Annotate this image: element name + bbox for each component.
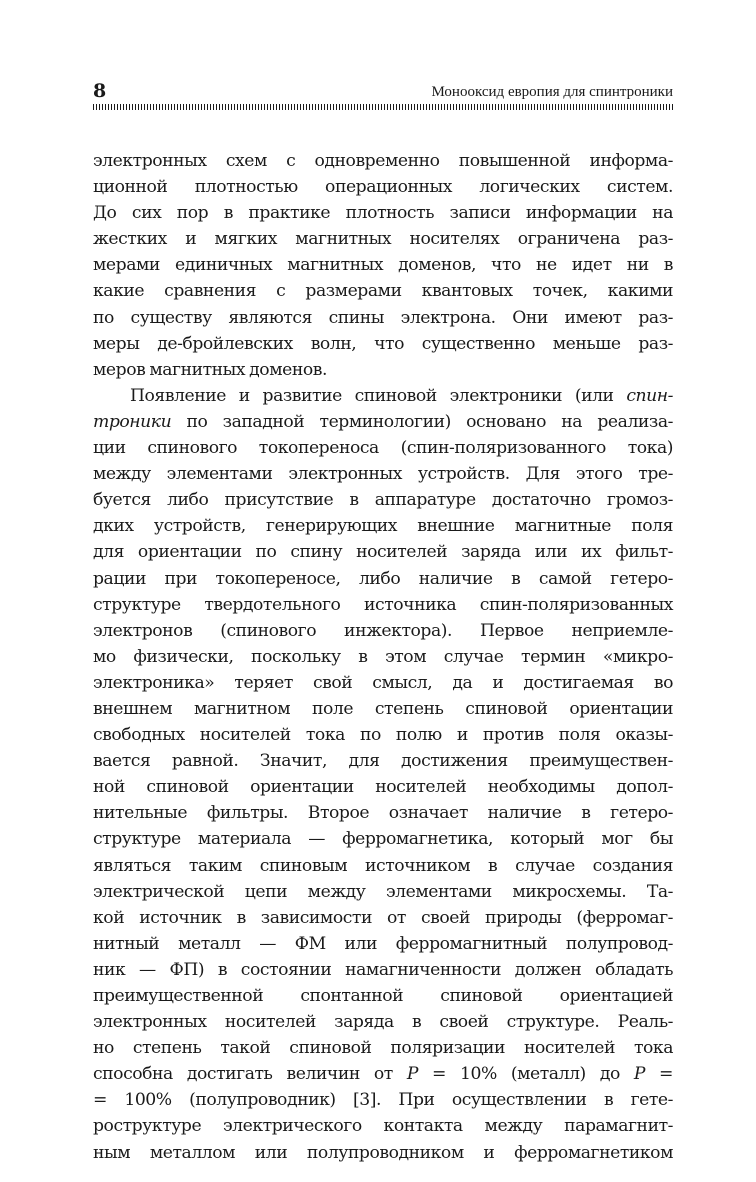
text-line: по существу являются спины электрона. Они имеют раз- <box>93 307 673 328</box>
text-line: буется либо присутствие в аппаратуре достаточно громоз- <box>93 490 673 511</box>
text-line: электронных схем с одновременно повышенной информа- <box>93 151 673 171</box>
paragraph-2 <box>93 383 673 1166</box>
italic-term: троники <box>93 411 172 432</box>
text-line: = 100% (полупроводник) [3]. При осуществлении в гете- <box>93 1090 673 1111</box>
text-line: электронов (спинового инжектора). Первое неприемле- <box>93 620 673 641</box>
text-line: дких устройств, генерирующих внешние магнитные поля <box>93 516 673 537</box>
text-line: рации при токопереносе, либо наличие в самой гетеро- <box>93 568 673 589</box>
text-run: = 10% (металл) до <box>417 1064 634 1085</box>
text-line: меры де-бройлевских волн, что существенно меньше раз- <box>93 333 673 354</box>
text-line: являться таким спиновым источником в случае создания <box>93 855 673 876</box>
text-line: роструктуре электрического контакта между парамагнит- <box>93 1116 673 1137</box>
text-line: ник — ФП) в состоянии намагниченности должен обладать <box>93 959 673 980</box>
text-line: ным металлом или полупроводником и ферромагнетиком <box>93 1142 673 1163</box>
text-line: мо физически, поскольку в этом случае термин «микро- <box>93 646 673 667</box>
page-number: 8 <box>93 80 107 102</box>
header-rule <box>93 104 673 110</box>
running-header <box>93 80 673 102</box>
text-line: жестких и мягких магнитных носителях ограничена раз- <box>93 229 673 250</box>
text-line: мерами единичных магнитных доменов, что не идет ни в <box>93 255 673 276</box>
text-line <box>93 383 673 409</box>
text-line: вается равной. Значит, для достижения преимуществен- <box>93 751 673 772</box>
text-line: электроника» теряет свой смысл, да и достигаемая во <box>93 672 673 693</box>
text-line: нительные фильтры. Второе означает наличие в гетеро- <box>93 803 673 824</box>
text-line: ной спиновой ориентации носителей необходимы допол- <box>93 777 673 798</box>
text-line: меров магнитных доменов. <box>93 359 327 380</box>
text-line: нитный металл — ФМ или ферромагнитный полупровод- <box>93 933 673 954</box>
italic-term: спин- <box>626 385 673 406</box>
text-line: электрической цепи между элементами микросхемы. Та- <box>93 881 673 902</box>
text-line: кой источник в зависимости от своей природы (ферромаг- <box>93 907 673 928</box>
math-variable: P <box>633 1064 645 1085</box>
text-line: структуре материала — ферромагнетика, который мог бы <box>93 829 673 850</box>
text-line <box>93 1061 673 1087</box>
text-run: способна достигать величин от <box>93 1064 407 1085</box>
text-line: структуре твердотельного источника спин-поляризованных <box>93 594 673 615</box>
text-line: какие сравнения с размерами квантовых точек, какими <box>93 281 673 302</box>
text-line <box>93 409 673 435</box>
text-line: ции спинового токопереноса (спин-поляризованного тока) <box>93 438 673 459</box>
text-line: ционной плотностью операционных логических систем. <box>93 177 673 198</box>
text-line: До сих пор в практике плотность записи информации на <box>93 203 673 224</box>
text-line: внешнем магнитном поле степень спиновой ориентации <box>93 698 673 719</box>
text-run: по западной терминологии) основано на реализа- <box>171 411 673 432</box>
text-run: Появление и развитие спиновой электроники (или <box>130 385 627 406</box>
text-run: = <box>645 1064 673 1085</box>
text-line: но степень такой спиновой поляризации носителей тока <box>93 1038 673 1059</box>
text-line: для ориентации по спину носителей заряда или их фильт- <box>93 542 673 563</box>
text-line: электронных носителей заряда в своей структуре. Реаль- <box>93 1012 673 1033</box>
paragraph-1 <box>93 148 673 383</box>
text-line: преимущественной спонтанной спиновой ориентацией <box>93 986 673 1006</box>
running-title: Монооксид европия для спинтроники <box>431 84 673 100</box>
body-text <box>93 148 673 1166</box>
text-line: свободных носителей тока по полю и против поля оказы- <box>93 725 673 746</box>
text-line: между элементами электронных устройств. Для этого тре- <box>93 464 673 485</box>
math-variable: P <box>406 1064 418 1085</box>
